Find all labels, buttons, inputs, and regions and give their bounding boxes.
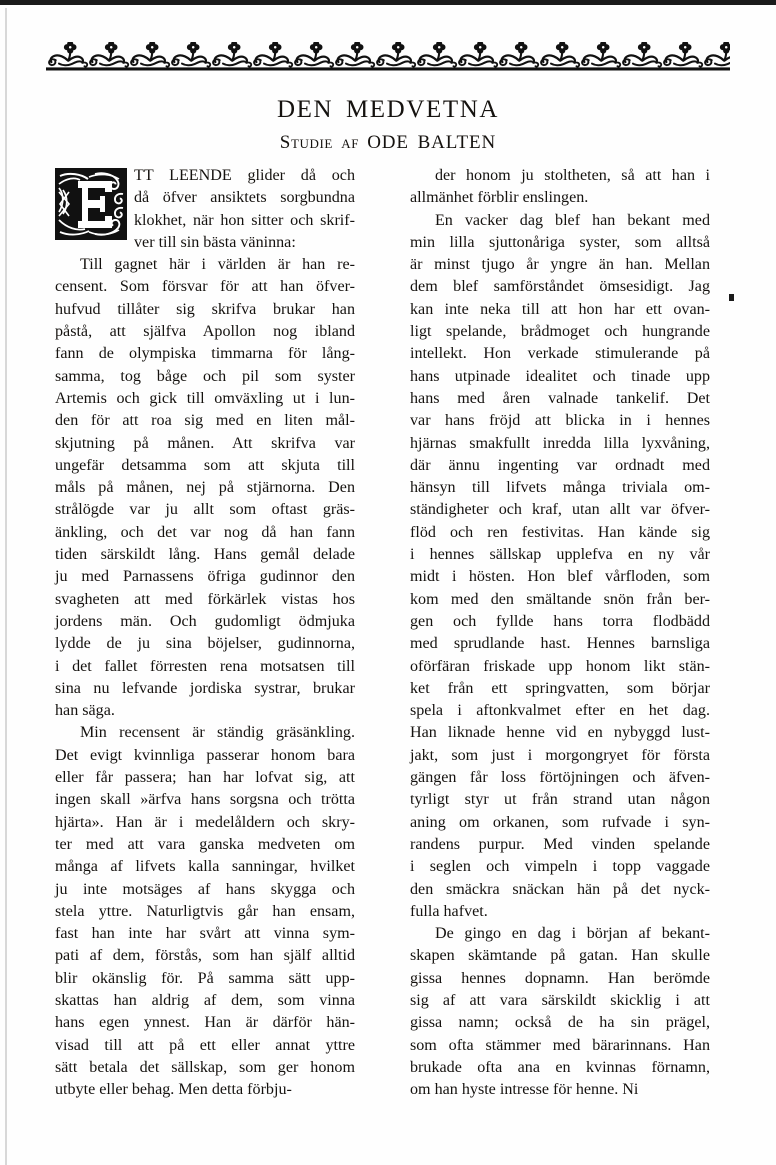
text-line: gen och fyllde hans torra flodbädd	[410, 612, 710, 630]
text-line: påstå, att själfva Apollon nog ibland	[55, 323, 355, 341]
text-line: samma, tog båge och pil som syster	[55, 367, 355, 385]
text-line: som ofta stämmer med bärarinnans. Han	[410, 1036, 710, 1054]
text-line: pati af dem, förstås, som han själf alltid	[55, 947, 355, 965]
left-text-column	[55, 165, 355, 1101]
text-line: den för att roa sig med en liten mål-	[55, 412, 355, 430]
text-line: ligt spelande, brådmoget och hungrande	[410, 323, 710, 341]
text-line: fann de olympiska timmarna för lång-	[55, 345, 355, 363]
text-line: måls på månen, nej på stjärnorna. Den	[55, 479, 355, 497]
text-line: ver till sin bästa väninna:	[134, 233, 296, 251]
text-line: kom med den smältande snön från ber-	[410, 590, 710, 608]
text-line: ter med att vara ganska medveten om	[55, 835, 355, 853]
text-line: i det fallet förresten rena motsatsen till	[55, 657, 355, 675]
text-line: klokhet, när hon sitter och skrif-	[134, 211, 355, 229]
text-line: där ännu ingenting var ordnadt med	[410, 456, 710, 474]
text-line: hufvud tillåter sig skrifva brukar han	[55, 300, 355, 318]
text-line: hans egen ynnest. Han är därför hän-	[55, 1014, 355, 1032]
text-line: De gingo en dag i början af bekant-	[434, 925, 710, 943]
text-line: ingen skall »ärfva hans sorgsna och trötta	[55, 791, 355, 809]
text-line: hjärta». Han är i medelåldern och skry-	[55, 813, 355, 831]
text-line: tiden särskildt lång. Hans gemål delade	[55, 546, 355, 564]
text-line: sig af att vara särskildt skicklig i att	[410, 991, 710, 1009]
text-line: sina nu lefvande jordiska systrar, brukar	[55, 679, 355, 697]
text-line: spela i aftonkvalmet efter en het dag.	[410, 702, 710, 720]
text-line: brukade ofta ana en kvinnas förnamn,	[410, 1058, 710, 1076]
paragraph	[410, 165, 710, 210]
text-line: skattas han aldrig af dem, som vinna	[55, 991, 355, 1009]
text-line: i seglen och vimpeln i topp vaggade	[410, 858, 710, 876]
text-line: Det evigt kvinnliga passerar honom bara	[55, 746, 355, 764]
text-line: ständigheter och kraf, utan allt var öfver-	[410, 501, 710, 519]
text-line: hänsyn till lifvets många triviala om-	[410, 479, 710, 497]
text-line: skapen skämtande på gatan. Han skulle	[410, 947, 710, 965]
paragraph	[55, 722, 355, 1101]
text-line: skjutning på månen. Att skrifva var	[55, 434, 355, 452]
text-line: var hans fröjd att blicka in i hennes	[410, 412, 710, 430]
paragraph	[55, 165, 355, 254]
text-line: aning om orkanen, som rufvade i syn-	[410, 813, 710, 831]
text-line: med sprudlande hast. Hennes barnsliga	[410, 635, 710, 653]
text-line: censent. Som försvar för att han öfver-	[55, 278, 355, 296]
text-line: den smäckra snäckan hän på det nyck-	[410, 880, 710, 898]
text-line: jordens män. Och gudomligt ödmjuka	[55, 612, 355, 630]
text-line: blir okänslig för. På samma sätt upp-	[55, 969, 355, 987]
text-line: är minst tjugo år yngre än han. Mellan	[410, 256, 710, 274]
text-line: gissa namn; också de ha sin prägel,	[410, 1014, 710, 1032]
text-line: fulla hafvet.	[410, 902, 488, 920]
text-line: hjärnas smakfullt inredda lilla lyxvåning,	[410, 434, 710, 452]
text-line: ket från ett springvatten, som börjar	[410, 679, 710, 697]
text-line: midt i hösten. Hon blef vårfloden, som	[410, 568, 710, 586]
text-line: visad till att på ett eller annat yttre	[55, 1036, 355, 1054]
scan-top-edge-artifact	[0, 0, 776, 5]
text-line: gissa hennes dopnamn. Han berömde	[410, 969, 710, 987]
page-title: DEN MEDVETNA	[276, 96, 500, 123]
scan-left-edge-artifact	[5, 8, 7, 1165]
text-line: oförfäran friskade upp honom likt stän-	[410, 657, 710, 675]
text-line: om han hyste intresse för henne. Ni	[410, 1081, 639, 1099]
two-column-body	[55, 165, 710, 1101]
text-line: hans utpinade idealitet och tinade upp	[410, 367, 710, 385]
text-line: der honom ju stoltheten, så att han i	[434, 167, 710, 184]
text-line: dem blef samförståndet ömsesidigt. Jag	[410, 278, 710, 296]
floral-scroll-rule-ornament	[46, 42, 730, 72]
text-line: han säga.	[55, 702, 115, 720]
text-line: fast han inte har svårt att vinna sym-	[55, 925, 355, 943]
paragraph	[55, 254, 355, 722]
text-line: Han liknade henne vid en nybyggd lust-	[410, 724, 710, 742]
drop-cap-ornamental-letter	[55, 168, 127, 240]
text-line: Min recensent är ständig gräsänkling.	[79, 724, 355, 742]
text-line: svagheten att med förkärlek vistas hos	[55, 590, 355, 608]
text-line: i hennes sällskap upplefva en ny vår	[410, 546, 710, 564]
ink-speck-artifact	[729, 294, 734, 301]
text-line: änkling, och det var nog då han fann	[55, 523, 355, 541]
text-line: TT LEENDE glider då och	[134, 167, 355, 184]
text-line: stela yttre. Naturligtvis går han ensam,	[55, 902, 355, 920]
text-line: kan inte neka till att hon har ett ovan-	[410, 300, 710, 318]
text-line: intellekt. Hon verkade stimulerande på	[410, 345, 710, 363]
text-line: sätt betala det sällskap, som ger honom	[55, 1058, 355, 1076]
text-line: randens purpur. Med vinden spelande	[410, 835, 710, 853]
text-line: gängen får loss förtöjningen och äfven-	[410, 769, 710, 787]
text-line: strålögde var ju allt som oftast gräs-	[55, 501, 355, 519]
subtitle-smallcaps: Studie af	[279, 131, 360, 153]
text-line: ungefär detsamma som att skjuta till	[55, 456, 355, 474]
paragraph	[410, 210, 710, 924]
text-line: tyrligt styr ut från strand utan någon	[410, 791, 710, 809]
right-text-column	[410, 165, 710, 1101]
text-line: flöd och ren festivitas. Han kände sig	[410, 523, 710, 541]
page-subtitle	[0, 133, 776, 154]
text-line: då öfver ansiktets sorgbundna	[134, 189, 355, 207]
text-line: utbyte eller behag. Men detta förbju-	[55, 1081, 292, 1099]
text-line: En vacker dag blef han bekant med	[434, 211, 710, 229]
subtitle-author: ODE BALTEN	[367, 131, 497, 153]
text-line: min lilla sjuttonåriga syster, som alltså	[410, 233, 710, 251]
text-line: lydde de ju sina böjelser, gudinnorna,	[55, 635, 355, 653]
text-line: många af lifvets kalla sanningar, hvilket	[55, 858, 355, 876]
text-line: Till gagnet här i världen är han re-	[79, 256, 355, 274]
text-line: eller får passera; han har lofvat sig, att	[55, 769, 355, 787]
text-line: ju med Parnassens öfriga gudinnor den	[55, 568, 355, 586]
text-line: jakt, som just i morgongryet för första	[410, 746, 710, 764]
text-line: hans med åren valnade tankelif. Det	[410, 389, 710, 407]
text-line: allmänhet förblir enslingen.	[410, 189, 589, 207]
text-line: ju inte motsäges af hans skygga och	[55, 880, 355, 898]
title-block	[0, 96, 776, 153]
paragraph	[410, 923, 710, 1101]
text-line: Artemis och gick till omväxling ut i lun-	[55, 389, 355, 407]
